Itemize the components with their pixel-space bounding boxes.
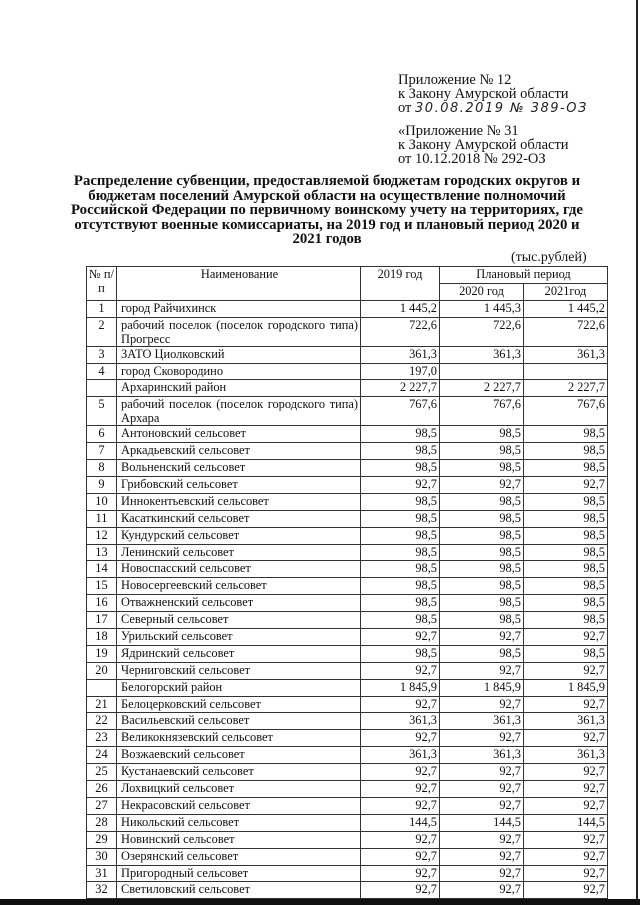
row-value-2021: 92,7 [524,662,608,679]
page-right-edge [636,0,638,900]
row-number: 27 [87,797,117,814]
row-value-2021: 98,5 [524,426,608,443]
handwritten-date-number: 30.08.2019 № 389-ОЗ [415,101,588,116]
row-name: Новинский сельсовет [117,831,361,848]
row-value-2019: 98,5 [361,443,440,460]
table-row [87,831,608,848]
table-row [87,612,608,629]
row-value-2020: 361,3 [440,747,524,764]
row-value-2019: 98,5 [361,426,440,443]
row-value-2020: 92,7 [440,662,524,679]
table-row [87,578,608,595]
row-value-2020: 98,5 [440,527,524,544]
table-row [87,713,608,730]
row-value-2019: 92,7 [361,730,440,747]
row-value-2019: 98,5 [361,527,440,544]
row-value-2019: 361,3 [361,747,440,764]
row-value-2020: 92,7 [440,882,524,899]
annex-current-line1: Приложение № 12 [398,72,512,88]
row-value-2020: 92,7 [440,730,524,747]
row-value-2021: 92,7 [524,730,608,747]
row-value-2020: 98,5 [440,443,524,460]
header-name: Наименование [117,267,361,301]
row-value-2019: 92,7 [361,797,440,814]
table-row [87,882,608,899]
units-label: (тыс.рублей) [511,250,587,265]
row-name: Васильевский сельсовет [117,713,361,730]
document-title: Распределение субвенции, предоставляемой бюджетам городских округов и бюджетам поселений Амурской области на осуществление полномочий Российской Федерации по первичному воинскому учету на территориях, где отсутствуют военные комиссариаты, на 2019 год и плановый период 2020 и 2021 годов [71,173,583,247]
row-name: Светиловский сельсовет [117,882,361,899]
row-value-2019: 98,5 [361,612,440,629]
row-value-2021: 361,3 [524,713,608,730]
table-row [87,865,608,882]
row-value-2021: 92,7 [524,696,608,713]
row-value-2019: 1 445,2 [361,300,440,317]
row-value-2019: 197,0 [361,363,440,380]
row-value-2020: 98,5 [440,645,524,662]
table-row [87,380,608,397]
row-value-2021: 98,5 [524,443,608,460]
row-value-2020: 92,7 [440,781,524,798]
table-row [87,747,608,764]
row-number: 30 [87,848,117,865]
row-value-2021: 1 445,2 [524,300,608,317]
row-value-2019: 92,7 [361,629,440,646]
row-number: 18 [87,629,117,646]
row-name: Возжаевский сельсовет [117,747,361,764]
row-number: 8 [87,460,117,477]
row-value-2020: 361,3 [440,346,524,363]
annex-current-line2: к Закону Амурской области [398,86,569,102]
row-value-2019: 92,7 [361,781,440,798]
row-value-2021: 361,3 [524,747,608,764]
annex-current-line3 [398,101,588,116]
row-value-2020: 361,3 [440,713,524,730]
header-num: № п/п [87,267,117,301]
row-number: 26 [87,781,117,798]
row-value-2021: 98,5 [524,460,608,477]
row-number: 16 [87,595,117,612]
row-value-2020: 92,7 [440,477,524,494]
annex-previous-line1: «Приложение № 31 [398,123,519,139]
row-number: 19 [87,645,117,662]
table-row [87,781,608,798]
row-number: 5 [87,397,117,426]
row-value-2019: 722,6 [361,317,440,346]
row-value-2021: 98,5 [524,595,608,612]
row-value-2021: 98,5 [524,578,608,595]
row-number: 13 [87,544,117,561]
row-number: 10 [87,493,117,510]
row-value-2020: 92,7 [440,831,524,848]
row-value-2019: 92,7 [361,662,440,679]
row-value-2019: 98,5 [361,510,440,527]
row-value-2020: 92,7 [440,629,524,646]
row-value-2019: 98,5 [361,645,440,662]
row-value-2019: 361,3 [361,346,440,363]
table-row [87,477,608,494]
row-value-2021: 767,6 [524,397,608,426]
row-value-2019: 98,5 [361,493,440,510]
row-value-2019: 2 227,7 [361,380,440,397]
row-value-2020: 92,7 [440,848,524,865]
table-row [87,696,608,713]
row-number: 1 [87,300,117,317]
row-value-2021: 1 845,9 [524,679,608,696]
row-value-2021: 92,7 [524,781,608,798]
row-value-2020: 98,5 [440,612,524,629]
row-value-2020: 722,6 [440,317,524,346]
row-number: 25 [87,764,117,781]
row-name: Ядринский сельсовет [117,645,361,662]
row-value-2019: 92,7 [361,696,440,713]
row-number: 32 [87,882,117,899]
row-value-2021: 98,5 [524,561,608,578]
table-row [87,510,608,527]
header-2019: 2019 год [361,267,440,301]
row-value-2019: 92,7 [361,477,440,494]
row-value-2020: 98,5 [440,510,524,527]
row-name: Грибовский сельсовет [117,477,361,494]
row-value-2021: 98,5 [524,527,608,544]
subvention-table [86,266,608,899]
row-name: Пригородный сельсовет [117,865,361,882]
row-value-2020: 92,7 [440,797,524,814]
table-row [87,848,608,865]
row-name: Антоновский сельсовет [117,426,361,443]
row-value-2019: 767,6 [361,397,440,426]
row-name: Кундурский сельсовет [117,527,361,544]
table-row [87,797,608,814]
table-row [87,443,608,460]
row-number: 3 [87,346,117,363]
row-number [87,679,117,696]
row-number: 31 [87,865,117,882]
row-value-2021: 92,7 [524,865,608,882]
row-number [87,380,117,397]
row-value-2021: 92,7 [524,764,608,781]
row-number: 7 [87,443,117,460]
row-number: 29 [87,831,117,848]
row-value-2021: 92,7 [524,848,608,865]
row-value-2020: 98,5 [440,595,524,612]
row-value-2021: 92,7 [524,882,608,899]
row-number: 17 [87,612,117,629]
row-value-2020: 92,7 [440,865,524,882]
header-planned-period: Плановый период [440,267,608,284]
row-value-2020: 92,7 [440,764,524,781]
row-number: 14 [87,561,117,578]
row-name: Озерянский сельсовет [117,848,361,865]
row-name: Новоспасский сельсовет [117,561,361,578]
table-row [87,317,608,346]
row-number: 6 [87,426,117,443]
row-value-2021: 92,7 [524,831,608,848]
row-name: ЗАТО Циолковский [117,346,361,363]
annex-previous-block [398,124,569,166]
row-value-2021: 722,6 [524,317,608,346]
row-number: 11 [87,510,117,527]
row-value-2019: 92,7 [361,865,440,882]
row-value-2021: 361,3 [524,346,608,363]
row-number: 9 [87,477,117,494]
row-number: 2 [87,317,117,346]
row-value-2020: 144,5 [440,814,524,831]
row-name: Иннокентьевский сельсовет [117,493,361,510]
row-value-2020: 92,7 [440,696,524,713]
row-number: 23 [87,730,117,747]
row-value-2021: 92,7 [524,477,608,494]
row-name: город Райчихинск [117,300,361,317]
row-name: Некрасовский сельсовет [117,797,361,814]
table-row [87,814,608,831]
row-value-2021: 98,5 [524,612,608,629]
table-row [87,629,608,646]
header-2021: 2021год [524,283,608,300]
row-name: Черниговский сельсовет [117,662,361,679]
row-value-2021: 92,7 [524,797,608,814]
row-number: 28 [87,814,117,831]
table-row [87,730,608,747]
row-value-2019: 98,5 [361,561,440,578]
row-value-2021: 98,5 [524,493,608,510]
row-value-2020: 98,5 [440,426,524,443]
row-number: 22 [87,713,117,730]
row-value-2021 [524,363,608,380]
row-value-2021: 144,5 [524,814,608,831]
row-name: Аркадьевский сельсовет [117,443,361,460]
table-row [87,363,608,380]
row-value-2020: 1 845,9 [440,679,524,696]
row-value-2019: 98,5 [361,578,440,595]
row-name: Отважненский сельсовет [117,595,361,612]
row-name: рабочий поселок (поселок городского типа) Прогресс [117,317,361,346]
row-name: Великокнязевский сельсовет [117,730,361,747]
row-value-2019: 92,7 [361,882,440,899]
row-number: 12 [87,527,117,544]
table-row [87,460,608,477]
table-row [87,493,608,510]
table-row [87,426,608,443]
row-value-2020: 2 227,7 [440,380,524,397]
row-name: Никольский сельсовет [117,814,361,831]
row-name: Касаткинский сельсовет [117,510,361,527]
table-header-row-1 [87,267,608,284]
row-value-2021: 2 227,7 [524,380,608,397]
row-value-2020 [440,363,524,380]
row-value-2021: 92,7 [524,629,608,646]
row-number: 21 [87,696,117,713]
row-name: Вольненский сельсовет [117,460,361,477]
row-number: 4 [87,363,117,380]
table-body [87,300,608,899]
table-row [87,764,608,781]
row-value-2020: 767,6 [440,397,524,426]
row-number: 24 [87,747,117,764]
row-value-2019: 1 845,9 [361,679,440,696]
row-value-2019: 92,7 [361,848,440,865]
table-row [87,645,608,662]
table-row [87,679,608,696]
row-number: 20 [87,662,117,679]
row-value-2019: 144,5 [361,814,440,831]
table-row [87,300,608,317]
annex-previous-line2: к Закону Амурской области [398,137,569,153]
row-value-2019: 361,3 [361,713,440,730]
annex-previous-line3: от 10.12.2018 № 292-ОЗ [398,151,546,167]
row-value-2020: 98,5 [440,578,524,595]
table-row [87,527,608,544]
row-value-2019: 92,7 [361,831,440,848]
row-name: Белоцерковский сельсовет [117,696,361,713]
row-name: рабочий поселок (поселок городского типа) Архара [117,397,361,426]
row-value-2021: 98,5 [524,645,608,662]
annex-current-date-prefix: от [398,100,412,116]
row-value-2019: 98,5 [361,544,440,561]
header-2020: 2020 год [440,283,524,300]
row-value-2019: 92,7 [361,764,440,781]
row-name: Северный сельсовет [117,612,361,629]
row-value-2019: 98,5 [361,595,440,612]
row-name: Новосергеевский сельсовет [117,578,361,595]
table-row [87,662,608,679]
row-value-2020: 98,5 [440,561,524,578]
table-row [87,561,608,578]
row-value-2021: 98,5 [524,544,608,561]
row-value-2020: 98,5 [440,460,524,477]
table-row [87,346,608,363]
row-name: Лохвицкий сельсовет [117,781,361,798]
row-value-2020: 1 445,3 [440,300,524,317]
row-name: Ленинский сельсовет [117,544,361,561]
row-value-2020: 98,5 [440,544,524,561]
page-bottom-edge [0,899,640,905]
row-name: Урильский сельсовет [117,629,361,646]
row-value-2021: 98,5 [524,510,608,527]
row-value-2019: 98,5 [361,460,440,477]
row-number: 15 [87,578,117,595]
table-row [87,397,608,426]
row-name: город Сковородино [117,363,361,380]
row-name: Белогорский район [117,679,361,696]
table-row [87,595,608,612]
row-name: Кустанаевский сельсовет [117,764,361,781]
row-name: Архаринский район [117,380,361,397]
row-value-2020: 98,5 [440,493,524,510]
annex-current-block [398,73,588,116]
table-row [87,544,608,561]
